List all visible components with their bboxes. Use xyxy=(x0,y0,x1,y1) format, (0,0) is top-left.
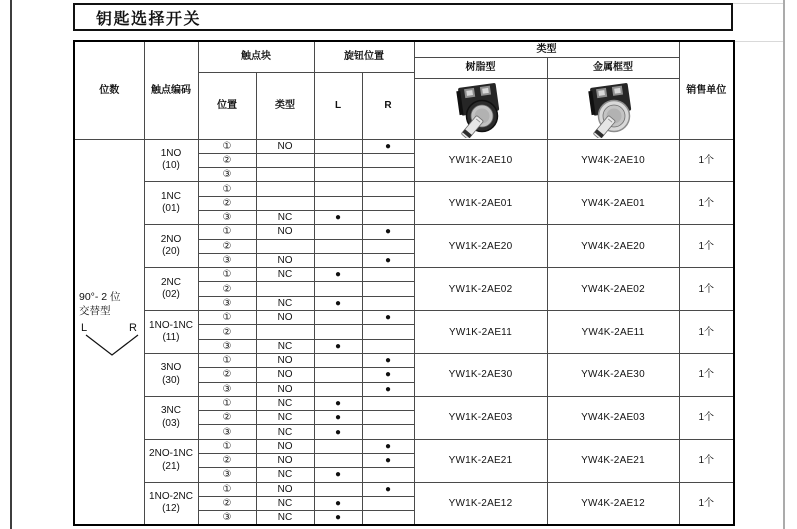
sales-unit-cell: 1个 xyxy=(679,482,734,525)
contact-code-name: 2NC xyxy=(160,276,181,288)
knob-left-cell xyxy=(314,239,362,253)
contact-code-number: (30) xyxy=(162,374,180,386)
metal-part-number: YW4K-2AE11 xyxy=(547,311,679,354)
knob-right-cell xyxy=(362,396,414,410)
contact-position-cell: ② xyxy=(198,496,256,510)
metal-part-number: YW4K-2AE10 xyxy=(547,139,679,182)
resin-part-number: YW1K-2AE01 xyxy=(414,182,547,225)
resin-part-number: YW1K-2AE30 xyxy=(414,353,547,396)
knob-left-cell: ● xyxy=(314,268,362,282)
contact-position-cell: ① xyxy=(198,482,256,496)
contact-code-cell xyxy=(144,353,198,396)
sales-unit-cell: 1个 xyxy=(679,182,734,225)
contact-code-cell xyxy=(144,182,198,225)
header-contact-type: 类型 xyxy=(256,72,314,139)
knob-right-cell xyxy=(362,168,414,182)
resin-part-number: YW1K-2AE03 xyxy=(414,396,547,439)
knob-right-cell xyxy=(362,268,414,282)
metal-part-number: YW4K-2AE01 xyxy=(547,182,679,225)
metal-part-number: YW4K-2AE12 xyxy=(547,482,679,525)
sales-unit-cell: 1个 xyxy=(679,225,734,268)
header-type-group: 类型 xyxy=(414,41,679,57)
contact-position-cell: ② xyxy=(198,282,256,296)
knob-right-cell: ● xyxy=(362,439,414,453)
knob-right-cell: ● xyxy=(362,225,414,239)
knob-right-cell xyxy=(362,296,414,310)
contact-position-cell: ② xyxy=(198,239,256,253)
contact-code-number: (20) xyxy=(162,246,180,258)
header-contact-position: 位置 xyxy=(198,72,256,139)
contact-row xyxy=(74,439,734,453)
knob-left-cell xyxy=(314,325,362,339)
knob-left-cell: ● xyxy=(314,468,362,482)
knob-right-cell: ● xyxy=(362,454,414,468)
key-switch-photo-resin-icon xyxy=(431,82,531,138)
header-resin-type: 树脂型 xyxy=(414,57,547,78)
contact-code-number: (02) xyxy=(162,289,180,301)
knob-left-cell xyxy=(314,353,362,367)
contact-type-cell: NO xyxy=(256,139,314,153)
contact-type-cell xyxy=(256,196,314,210)
knob-left-cell: ● xyxy=(314,411,362,425)
contact-code-number: (10) xyxy=(162,160,180,172)
contact-position-cell: ② xyxy=(198,368,256,382)
knob-right-cell xyxy=(362,511,414,525)
contact-type-cell: NO xyxy=(256,225,314,239)
contact-type-cell: NO xyxy=(256,439,314,453)
contact-row xyxy=(74,139,734,153)
contact-code-cell xyxy=(144,311,198,354)
contact-position-cell: ① xyxy=(198,139,256,153)
contact-code-number: (21) xyxy=(162,460,180,472)
contact-row xyxy=(74,225,734,239)
contact-position-cell: ① xyxy=(198,353,256,367)
knob-left-cell xyxy=(314,168,362,182)
knob-right-cell xyxy=(362,496,414,510)
contact-position-cell: ② xyxy=(198,153,256,167)
metal-part-number: YW4K-2AE21 xyxy=(547,439,679,482)
contact-position-cell: ③ xyxy=(198,468,256,482)
contact-code-cell xyxy=(144,482,198,525)
metal-part-number: YW4K-2AE02 xyxy=(547,268,679,311)
header-positions: 位数 xyxy=(74,41,144,139)
contact-position-cell: ③ xyxy=(198,339,256,353)
contact-code-cell xyxy=(144,268,198,311)
contact-row xyxy=(74,268,734,282)
contact-position-cell: ③ xyxy=(198,511,256,525)
knob-left-cell xyxy=(314,439,362,453)
contact-position-cell: ③ xyxy=(198,253,256,267)
knob-left-cell xyxy=(314,368,362,382)
sales-unit-cell: 1个 xyxy=(679,139,734,182)
contact-type-cell: NC xyxy=(256,268,314,282)
knob-positions-diagram-icon xyxy=(80,333,142,358)
contact-position-cell: ③ xyxy=(198,210,256,224)
section-title-box xyxy=(73,3,733,31)
contact-type-cell xyxy=(256,182,314,196)
knob-right-cell xyxy=(362,411,414,425)
contact-position-cell: ③ xyxy=(198,382,256,396)
contact-code-name: 3NC xyxy=(160,405,181,417)
page-title: 钥匙选择开关 xyxy=(96,10,202,28)
knob-left-cell xyxy=(314,454,362,468)
knob-right-cell: ● xyxy=(362,368,414,382)
positions-left-label: L xyxy=(81,321,88,334)
knob-right-cell xyxy=(362,210,414,224)
knob-right-cell xyxy=(362,182,414,196)
contact-row xyxy=(74,396,734,410)
contact-code-name: 3NO xyxy=(160,362,182,374)
knob-left-cell xyxy=(314,382,362,396)
knob-left-cell xyxy=(314,182,362,196)
contact-type-cell: NC xyxy=(256,425,314,439)
resin-part-number: YW1K-2AE02 xyxy=(414,268,547,311)
contact-type-cell: NO xyxy=(256,368,314,382)
contact-type-cell xyxy=(256,239,314,253)
contact-position-cell: ② xyxy=(198,196,256,210)
knob-left-cell xyxy=(314,482,362,496)
contact-row xyxy=(74,482,734,496)
contact-position-cell: ② xyxy=(198,325,256,339)
resin-part-number: YW1K-2AE20 xyxy=(414,225,547,268)
scan-artifact-line xyxy=(733,41,783,42)
contact-position-cell: ② xyxy=(198,454,256,468)
scan-page-edge-right xyxy=(783,0,785,529)
sales-unit-cell: 1个 xyxy=(679,439,734,482)
knob-left-cell xyxy=(314,139,362,153)
contact-type-cell xyxy=(256,153,314,167)
resin-part-number: YW1K-2AE21 xyxy=(414,439,547,482)
knob-left-cell xyxy=(314,253,362,267)
contact-type-cell: NC xyxy=(256,396,314,410)
contact-position-cell: ① xyxy=(198,396,256,410)
knob-left-cell xyxy=(314,311,362,325)
knob-right-cell xyxy=(362,325,414,339)
contact-position-cell: ③ xyxy=(198,296,256,310)
contact-position-cell: ② xyxy=(198,411,256,425)
contact-row xyxy=(74,182,734,196)
positions-line1: 90°- 2 位 xyxy=(79,290,121,303)
knob-left-cell: ● xyxy=(314,425,362,439)
contact-type-cell xyxy=(256,325,314,339)
contact-row xyxy=(74,353,734,367)
contact-type-cell: NO xyxy=(256,253,314,267)
contact-type-cell: NO xyxy=(256,311,314,325)
positions-line2: 交替型 xyxy=(79,304,111,317)
contact-code-cell xyxy=(144,139,198,182)
contact-type-cell: NC xyxy=(256,296,314,310)
contact-code-number: (12) xyxy=(162,503,180,515)
knob-right-cell xyxy=(362,339,414,353)
contact-code-name: 1NO-2NC xyxy=(149,490,193,502)
contact-code-number: (03) xyxy=(162,417,180,429)
contact-code-cell xyxy=(144,225,198,268)
metal-photo-cell xyxy=(547,78,679,139)
sales-unit-cell: 1个 xyxy=(679,396,734,439)
key-selector-switch-table xyxy=(73,40,735,526)
knob-left-cell: ● xyxy=(314,210,362,224)
contact-type-cell: NO xyxy=(256,382,314,396)
sales-unit-cell: 1个 xyxy=(679,353,734,396)
metal-part-number: YW4K-2AE20 xyxy=(547,225,679,268)
knob-right-cell xyxy=(362,425,414,439)
contact-code-name: 2NO xyxy=(160,233,182,245)
contact-position-cell: ① xyxy=(198,439,256,453)
sales-unit-cell: 1个 xyxy=(679,311,734,354)
key-switch-photo-metal-icon xyxy=(563,82,663,138)
header-row xyxy=(74,41,734,57)
header-contact-code: 触点编码 xyxy=(144,41,198,139)
knob-right-cell xyxy=(362,282,414,296)
knob-right-cell: ● xyxy=(362,253,414,267)
contact-type-cell: NO xyxy=(256,454,314,468)
contact-position-cell: ③ xyxy=(198,168,256,182)
contact-position-cell: ① xyxy=(198,182,256,196)
knob-right-cell: ● xyxy=(362,382,414,396)
header-metal-frame-type: 金属框型 xyxy=(547,57,679,78)
contact-code-name: 2NO-1NC xyxy=(149,448,193,460)
knob-left-cell xyxy=(314,153,362,167)
contact-row xyxy=(74,311,734,325)
contact-type-cell: NC xyxy=(256,496,314,510)
resin-part-number: YW1K-2AE11 xyxy=(414,311,547,354)
contact-type-cell: NC xyxy=(256,511,314,525)
knob-left-cell xyxy=(314,225,362,239)
contact-type-cell xyxy=(256,168,314,182)
knob-right-cell xyxy=(362,196,414,210)
contact-type-cell: NC xyxy=(256,411,314,425)
knob-right-cell: ● xyxy=(362,482,414,496)
contact-type-cell: NC xyxy=(256,468,314,482)
knob-right-cell xyxy=(362,153,414,167)
metal-part-number: YW4K-2AE03 xyxy=(547,396,679,439)
resin-part-number: YW1K-2AE10 xyxy=(414,139,547,182)
contact-code-name: 1NC xyxy=(160,190,181,202)
knob-right-cell: ● xyxy=(362,353,414,367)
resin-part-number: YW1K-2AE12 xyxy=(414,482,547,525)
contact-code-cell xyxy=(144,396,198,439)
knob-left-cell: ● xyxy=(314,396,362,410)
scan-artifact-line xyxy=(733,3,783,4)
knob-right-cell xyxy=(362,239,414,253)
header-right: R xyxy=(362,72,414,139)
header-left: L xyxy=(314,72,362,139)
sales-unit-cell: 1个 xyxy=(679,268,734,311)
contact-type-cell xyxy=(256,282,314,296)
knob-left-cell: ● xyxy=(314,496,362,510)
resin-photo-cell xyxy=(414,78,547,139)
knob-left-cell: ● xyxy=(314,296,362,310)
contact-position-cell: ① xyxy=(198,225,256,239)
positions-right-label: R xyxy=(129,321,137,334)
knob-left-cell: ● xyxy=(314,511,362,525)
knob-right-cell: ● xyxy=(362,311,414,325)
contact-code-cell xyxy=(144,439,198,482)
positions-cell xyxy=(74,139,144,525)
knob-left-cell: ● xyxy=(314,339,362,353)
knob-right-cell: ● xyxy=(362,139,414,153)
contact-position-cell: ① xyxy=(198,268,256,282)
knob-left-cell xyxy=(314,196,362,210)
contact-position-cell: ③ xyxy=(198,425,256,439)
contact-code-number: (11) xyxy=(162,332,180,343)
header-sales-unit: 销售单位 xyxy=(679,41,734,139)
header-contact-block: 触点块 xyxy=(198,41,314,72)
header-knob-position: 旋钮位置 xyxy=(314,41,414,72)
contact-code-name: 1NO xyxy=(160,147,182,159)
contact-position-cell: ① xyxy=(198,311,256,325)
metal-part-number: YW4K-2AE30 xyxy=(547,353,679,396)
knob-left-cell xyxy=(314,282,362,296)
contact-type-cell: NC xyxy=(256,339,314,353)
contact-type-cell: NC xyxy=(256,210,314,224)
scan-page-edge-left xyxy=(10,0,12,529)
contact-type-cell: NO xyxy=(256,353,314,367)
contact-code-number: (01) xyxy=(162,203,180,215)
contact-type-cell: NO xyxy=(256,482,314,496)
knob-right-cell xyxy=(362,468,414,482)
contact-code-name: 1NO-1NC xyxy=(149,319,193,331)
